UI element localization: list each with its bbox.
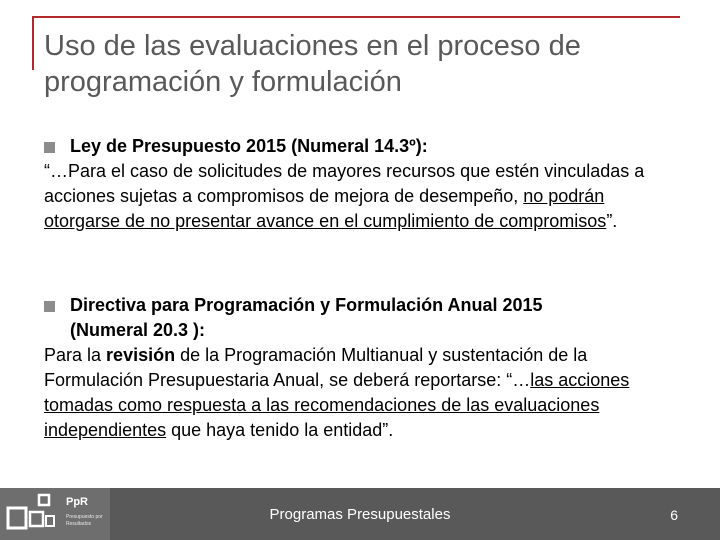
slide-title-line-1: Uso de las evaluaciones en el proceso de <box>44 30 581 62</box>
section-2-body-end: que haya tenido la entidad”. <box>166 420 394 440</box>
section-2-heading-line-2: (Numeral 20.3 ): <box>70 320 206 340</box>
slide-title-line-2: programación y formulación <box>44 66 402 98</box>
section-2-underlined-text: las acciones tomadas como respuesta a las recomendaciones de las evaluaciones independientes <box>44 370 630 440</box>
section-2-heading-line-1: Directiva para Programación y Formulación Anual 2015 <box>70 295 543 315</box>
footer-bar <box>0 488 720 540</box>
section-1-heading-text: Ley de Presupuesto 2015 (Numeral 14.3º): <box>70 136 428 156</box>
section-directiva <box>44 293 684 443</box>
ppr-logo-icon <box>6 492 58 536</box>
square-bullet-icon <box>44 142 55 153</box>
logo-title: PpR <box>66 496 88 508</box>
page-number: 6 <box>670 507 678 523</box>
section-2-body-start: Para la <box>44 345 107 365</box>
ppr-logo <box>0 488 110 540</box>
section-1-body-end: ”. <box>606 211 618 231</box>
logo-subtitle: Presupuesto por Resultados <box>66 514 103 527</box>
section-1-body-text: “…Para el caso de solicitudes de mayores recursos que estén vinculadas a acciones sujetas a compromisos de mejora de desempeño, <box>44 161 645 206</box>
section-ley-presupuesto <box>44 134 684 234</box>
section-2-body <box>44 343 684 443</box>
slide-title <box>44 28 694 100</box>
section-2-bold-text: revisión <box>106 345 176 365</box>
section-2-heading <box>44 293 684 343</box>
section-2-body-mid: de la Programación Multianual y sustentación de la Formulación Presupuestaria Anual, se deberá reportarse: “… <box>44 345 588 390</box>
section-1-body <box>44 159 684 234</box>
section-1-underlined-text: no podrán otorgarse de no presentar avance en el cumplimiento de compromisos <box>44 186 607 231</box>
footer-caption: Programas Presupuestales <box>269 506 451 523</box>
section-1-heading <box>44 134 684 159</box>
square-bullet-icon <box>44 301 55 312</box>
